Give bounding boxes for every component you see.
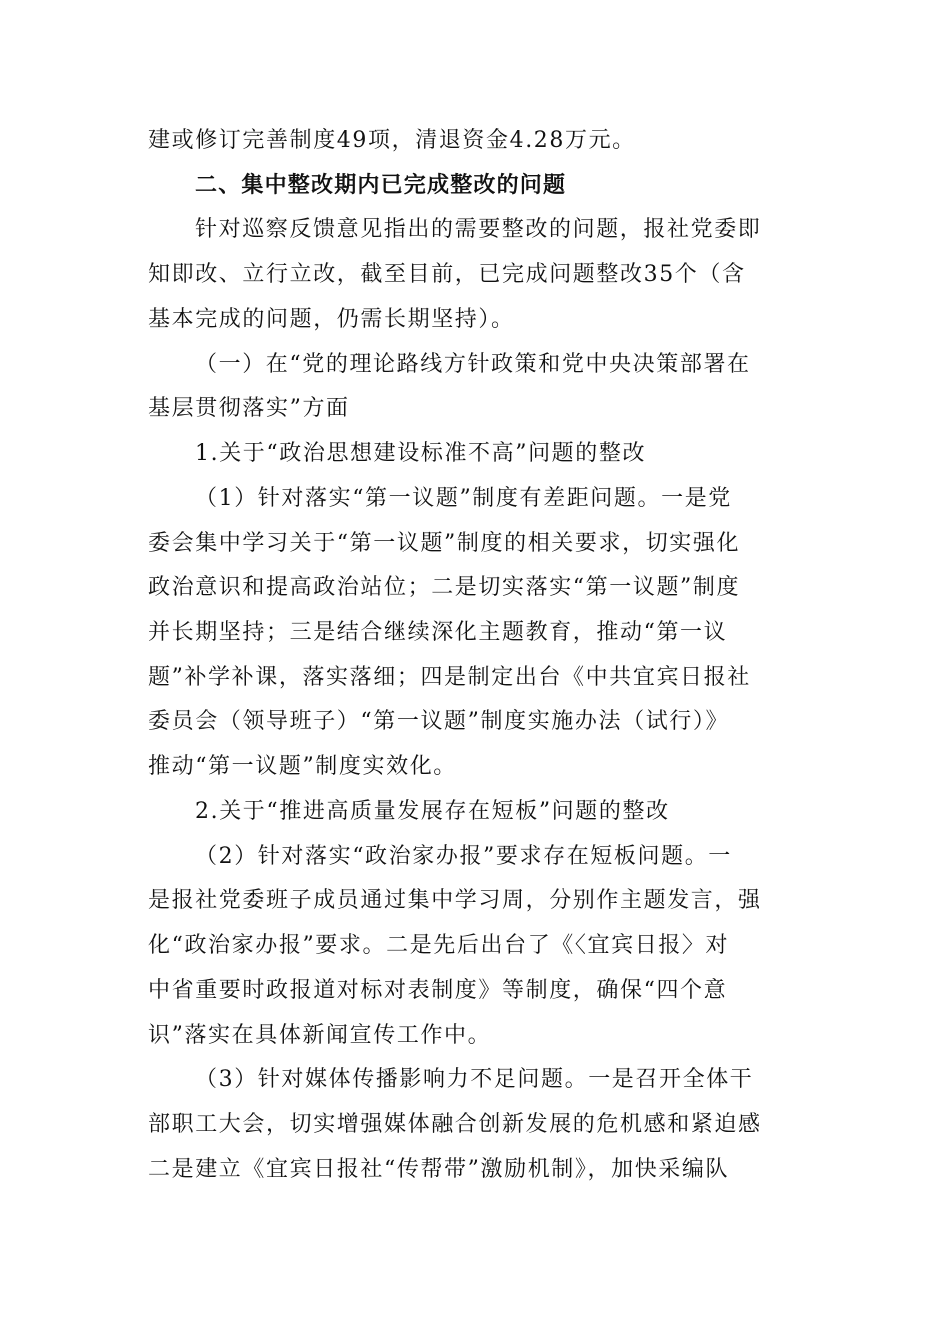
paragraph-line: （3）针对媒体传播影响力不足问题。一是召开全体干 <box>195 1067 754 1092</box>
paragraph-line: 化“政治家办报”要求。二是先后出台了《〈宜宾日报〉对 <box>148 933 730 958</box>
paragraph-line: （1）针对落实“第一议题”制度有差距问题。一是党 <box>195 486 732 511</box>
paragraph-line: 知即改、立行立改，截至目前，已完成问题整改35个（含 <box>148 262 746 287</box>
paragraph-line: （2）针对落实“政治家办报”要求存在短板问题。一 <box>195 844 732 869</box>
paragraph-line: 推动“第一议题”制度实效化。 <box>148 754 457 779</box>
paragraph-line: 委会集中学习关于“第一议题”制度的相关要求，切实强化 <box>148 531 741 556</box>
item-heading: 1.关于“政治思想建设标准不高”问题的整改 <box>195 441 647 466</box>
paragraph-line: 政治意识和提高政治站位；二是切实落实“第一议题”制度 <box>148 575 741 600</box>
paragraph-line: 识”落实在具体新闻宣传工作中。 <box>148 1023 492 1048</box>
item-heading: 2.关于“推进高质量发展存在短板”问题的整改 <box>195 799 670 824</box>
paragraph-line: 题”补学补课，落实落细；四是制定出台《中共宜宾日报社 <box>148 665 751 690</box>
paragraph-line: 是报社党委班子成员通过集中学习周，分别作主题发言，强 <box>148 888 762 913</box>
paragraph-line: 针对巡察反馈意见指出的需要整改的问题，报社党委即 <box>195 217 762 242</box>
section-heading: 二、集中整改期内已完成整改的问题 <box>195 173 567 198</box>
subsection-heading-continued: 基层贯彻落实”方面 <box>148 396 350 421</box>
paragraph-line: 二是建立《宜宾日报社“传帮带”激励机制》，加快采编队 <box>148 1157 730 1182</box>
subsection-heading: （一）在“党的理论路线方针政策和党中央决策部署在 <box>195 352 751 377</box>
paragraph-line: 委员会（领导班子）“第一议题”制度实施办法（试行）》 <box>148 709 730 734</box>
paragraph-line: 基本完成的问题，仍需长期坚持）。 <box>148 307 515 332</box>
paragraph-line: 并长期坚持；三是结合继续深化主题教育，推动“第一议 <box>148 620 728 645</box>
paragraph-line: 部职工大会，切实增强媒体融合创新发展的危机感和紧迫感 <box>148 1112 762 1137</box>
paragraph-line: 建或修订完善制度49项，清退资金4.28万元。 <box>148 128 636 153</box>
paragraph-line: 中省重要时政报道对标对表制度》等制度，确保“四个意 <box>148 978 728 1003</box>
